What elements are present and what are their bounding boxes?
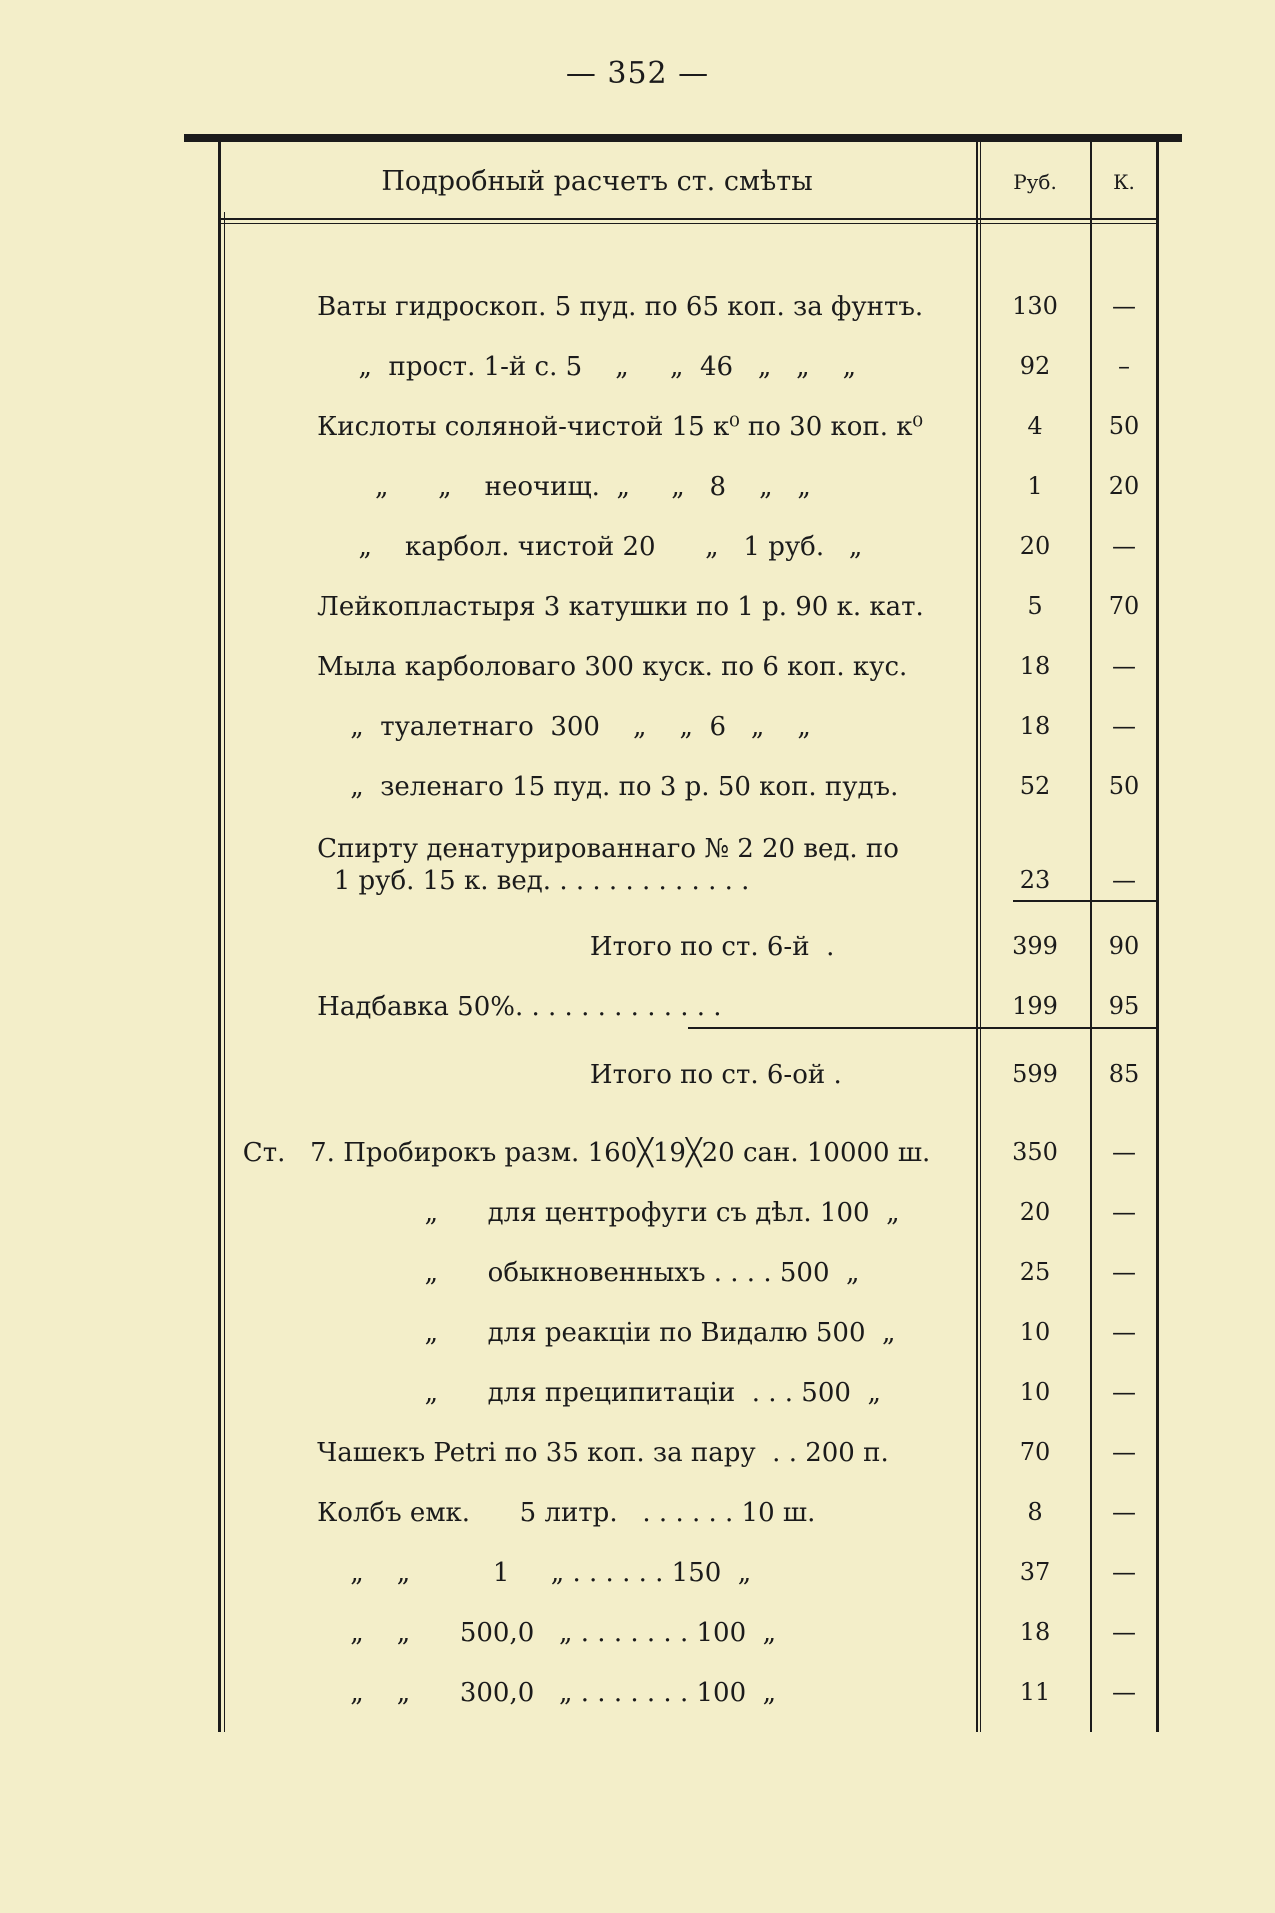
header-kopecks: К. xyxy=(1113,170,1135,194)
row-rub: 399 xyxy=(1012,932,1058,960)
row-kop: — xyxy=(1112,712,1136,740)
row-desc: Надбавка 50%. . . . . . . . . . . . . xyxy=(218,992,722,1022)
row-desc: Итого по ст. 6-й . xyxy=(218,932,835,962)
row-kop: 50 xyxy=(1108,772,1140,800)
table-row xyxy=(218,772,1158,816)
row-rub: 18 xyxy=(1019,652,1051,680)
row-desc: „ карбол. чистой 20 „ 1 руб. „ xyxy=(218,532,863,562)
row-rub: 11 xyxy=(1019,1678,1051,1706)
header-title: Подробный расчетъ ст. смѣты xyxy=(381,166,813,197)
row-kop: — xyxy=(1112,1438,1136,1466)
row-desc: „ „ неочищ. „ „ 8 „ „ xyxy=(218,472,811,502)
row-rub: 18 xyxy=(1019,712,1051,740)
row-kop: — xyxy=(1112,1378,1136,1406)
sum-rule xyxy=(688,1027,1158,1029)
row-desc: „ для преципитаціи . . . 500 „ xyxy=(218,1378,881,1408)
row-desc: Итого по ст. 6-ой . xyxy=(218,1060,842,1090)
row-kop: 20 xyxy=(1108,472,1140,500)
row-rub: 20 xyxy=(1019,1198,1051,1226)
table-header xyxy=(218,142,1158,218)
table-row xyxy=(218,712,1158,756)
header-rule xyxy=(218,218,1158,220)
row-kop: — xyxy=(1112,1138,1136,1166)
header-rule xyxy=(218,223,1158,224)
row-kop: 95 xyxy=(1108,992,1140,1020)
page-number: — 352 — xyxy=(565,56,710,91)
row-rub: 350 xyxy=(1012,1138,1058,1166)
row-desc: „ „ 1 „ . . . . . . 150 „ xyxy=(218,1558,752,1588)
table-row xyxy=(218,532,1158,576)
row-desc: Лейкопластыря 3 катушки по 1 р. 90 к. кат. xyxy=(218,592,924,622)
table-row xyxy=(218,932,1158,976)
row-kop: 50 xyxy=(1108,412,1140,440)
header-rubles: Руб. xyxy=(1013,170,1057,194)
table-row xyxy=(218,1138,1158,1182)
row-kop: — xyxy=(1112,866,1136,894)
row-desc: Чашекъ Petri по 35 коп. за пару . . 200 п. xyxy=(218,1438,889,1468)
row-rub: 4 xyxy=(1027,412,1043,440)
row-kop: — xyxy=(1112,1678,1136,1706)
row-desc: Мыла карболоваго 300 куск. по 6 коп. кус. xyxy=(218,652,908,682)
row-desc: Спирту денатурированнаго № 2 20 вед. по xyxy=(218,834,899,864)
row-kop: — xyxy=(1112,292,1136,320)
row-desc: 1 руб. 15 к. вед. . . . . . . . . . . . . xyxy=(218,866,750,896)
row-desc: „ для центрофуги съ дѣл. 100 „ xyxy=(218,1198,900,1228)
row-rub: 1 xyxy=(1027,472,1043,500)
row-rub: 92 xyxy=(1019,352,1051,380)
table-row xyxy=(218,652,1158,696)
row-kop: — xyxy=(1112,1558,1136,1586)
row-kop: 90 xyxy=(1108,932,1140,960)
row-desc: „ туалетнаго 300 „ „ 6 „ „ xyxy=(218,712,811,742)
table-row xyxy=(218,472,1158,516)
table-row xyxy=(218,292,1158,336)
row-desc: „ для реакціи по Видалю 500 „ xyxy=(218,1318,896,1348)
row-desc: Колбъ емк. 5 литр. . . . . . . 10 ш. xyxy=(218,1498,816,1528)
row-kop: 85 xyxy=(1108,1060,1140,1088)
row-rub: 599 xyxy=(1012,1060,1058,1088)
row-desc: „ „ 500,0 „ . . . . . . . 100 „ xyxy=(218,1618,777,1648)
table-row xyxy=(218,1318,1158,1362)
table-row xyxy=(218,412,1158,456)
row-desc: „ „ 300,0 „ . . . . . . . 100 „ xyxy=(218,1678,777,1708)
table-row xyxy=(218,1198,1158,1242)
estimate-table xyxy=(218,142,1158,1732)
table-row xyxy=(218,1618,1158,1662)
row-rub: 25 xyxy=(1019,1258,1051,1286)
sum-rule xyxy=(1013,900,1158,902)
row-kop: – xyxy=(1118,352,1130,380)
row-rub: 20 xyxy=(1019,532,1051,560)
row-desc: „ зеленаго 15 пуд. по 3 р. 50 коп. пудъ. xyxy=(218,772,899,802)
row-rub: 130 xyxy=(1012,292,1058,320)
row-desc: Ст. 7. Пробирокъ разм. 160╳19╳20 сан. 10000 ш. xyxy=(218,1138,931,1168)
row-rub: 8 xyxy=(1027,1498,1043,1526)
row-kop: — xyxy=(1112,652,1136,680)
row-rub: 5 xyxy=(1027,592,1043,620)
row-kop: — xyxy=(1112,1318,1136,1346)
row-kop: — xyxy=(1112,1618,1136,1646)
row-kop: — xyxy=(1112,1258,1136,1286)
row-kop: — xyxy=(1112,1498,1136,1526)
table-row xyxy=(218,1378,1158,1422)
row-rub: 18 xyxy=(1019,1618,1051,1646)
row-kop: — xyxy=(1112,1198,1136,1226)
row-desc: Ваты гидроскоп. 5 пуд. по 65 коп. за фунтъ. xyxy=(218,292,924,322)
row-kop: — xyxy=(1112,532,1136,560)
table-row xyxy=(218,592,1158,636)
table-row xyxy=(218,1498,1158,1542)
row-desc: „ прост. 1-й с. 5 „ „ 46 „ „ „ xyxy=(218,352,857,382)
table-row xyxy=(218,1258,1158,1302)
table-row xyxy=(218,1558,1158,1602)
row-kop: 70 xyxy=(1108,592,1140,620)
table-row xyxy=(218,1060,1158,1104)
row-rub: 52 xyxy=(1019,772,1051,800)
row-rub: 10 xyxy=(1019,1378,1051,1406)
row-rub: 199 xyxy=(1012,992,1058,1020)
top-rule xyxy=(184,134,1182,142)
table-row xyxy=(218,992,1158,1036)
table-row xyxy=(218,1678,1158,1722)
table-row xyxy=(218,1438,1158,1482)
row-rub: 70 xyxy=(1019,1438,1051,1466)
row-desc: „ обыкновенныхъ . . . . 500 „ xyxy=(218,1258,860,1288)
row-rub: 10 xyxy=(1019,1318,1051,1346)
table-row xyxy=(218,352,1158,396)
row-rub: 37 xyxy=(1019,1558,1051,1586)
row-rub: 23 xyxy=(1019,866,1051,894)
table-row xyxy=(218,866,1158,910)
row-desc: Кислоты соляной-чистой 15 к⁰ по 30 коп. к⁰ xyxy=(218,412,923,442)
